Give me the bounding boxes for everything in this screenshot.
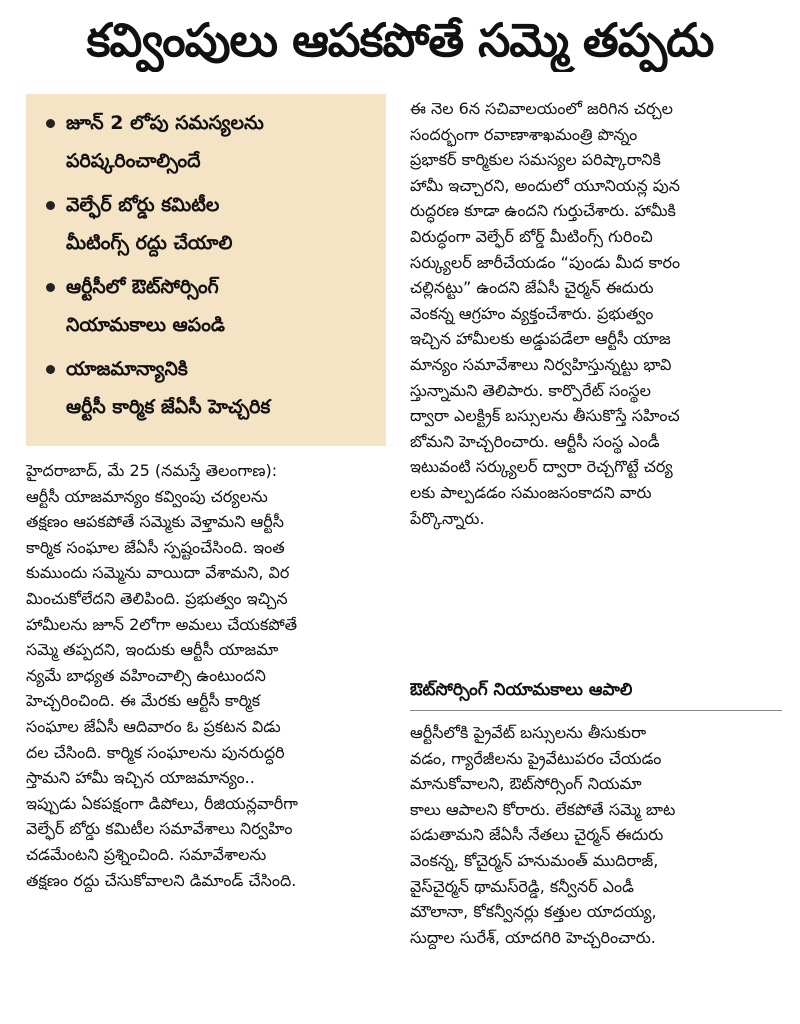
- highlight-line: మీటింగ్స్ రద్దు చేయాలి: [66, 232, 233, 254]
- article-line: వడం, గ్యారేజీలను ప్రైవేటుపరం చేయడం: [410, 748, 662, 768]
- highlight-line: నియామకాలు ఆపండి: [66, 314, 225, 336]
- highlight-line: ఆర్టీసీ కార్మిక జేఏసీ హెచ్చరిక: [66, 396, 271, 418]
- highlight-item: [44, 186, 376, 262]
- sub-heading-divider: [410, 710, 782, 711]
- article-line: హెచ్చరించింది. ఈ మేరకు ఆర్టీసీ కార్మిక: [26, 691, 261, 711]
- article-line: ప్రభాకర్ కార్మికుల సమస్యల పరిష్కారానికి: [410, 150, 661, 170]
- article-line: హామీలను జూన్ 2లోగా అమలు చేయకపోతే: [26, 614, 298, 634]
- article-line: తక్షణం ఆపకపోతే సమ్మెకు వెళ్తామని ఆర్టీసీ: [26, 512, 285, 532]
- article-line: స్తున్నామని తెలిపారు. కార్పొరేట్ సంస్థల: [410, 380, 651, 400]
- article-line: సంఘాల జేఏసీ ఆదివారం ఓ ప్రకటన విడు: [26, 716, 281, 736]
- headline: కవ్వింపులు ఆపకపోతే సమ్మె తప్పదు: [86, 13, 714, 67]
- article-line: ఇప్పుడు ఏకపక్షంగా డిపోలు, రీజియన్లవారీగా: [26, 793, 298, 813]
- article-line: దల చేసింది. కార్మిక సంఘాలను పునరుద్ధరి: [26, 742, 285, 762]
- article-line: ఈ నెల 6న సచివాలయంలో జరిగిన చర్చల: [410, 99, 673, 118]
- article-right-column-2: [410, 720, 782, 950]
- article-line: న్యమే బాధ్యత వహించాల్సి ఉంటుందని: [26, 665, 266, 685]
- article-line: చడమేంటని ప్రశ్నించింది. సమావేశాలను: [26, 844, 267, 864]
- article-line: వెంకన్న ఆగ్రహం వ్యక్తంచేశారు. ప్రభుత్వం: [410, 303, 654, 323]
- article-line: హైదరాబాద్, మే 25 (నమస్తే తెలంగాణ):: [26, 461, 278, 480]
- article-line: సందర్భంగా రవాణాశాఖమంత్రి పొన్నం: [410, 124, 638, 144]
- article-line: ద్వారా ఎలక్ట్రిక్ బస్సులను తీసుకొస్తే సహించ: [410, 406, 680, 426]
- article-line: మౌలానా, కోకన్వీనర్లు కత్తుల యాదయ్య,: [410, 902, 657, 922]
- article-line: వెల్ఫేర్ బోర్డు కమిటీల సమావేశాలు నిర్వహిం: [26, 819, 293, 839]
- article-line: మానుకోవాలని, ఔట్‌సోర్సింగ్ నియమా: [410, 774, 642, 794]
- article-line: బోమని హెచ్చరించారు. ఆర్టీసీ సంస్థ ఎండీ: [410, 431, 660, 451]
- article-line: వెంకన్న, కోచైర్మన్ హనుమంత్ ముదిరాజ్,: [410, 850, 659, 870]
- article-line: చల్లినట్టు” ఉందని జేఏసీ చైర్మన్ ఈదురు: [410, 278, 654, 298]
- highlight-line: జూన్ 2 లోపు సమస్యలను: [44, 104, 376, 142]
- sub-heading: ఔట్‌సోర్సింగ్ నియామకాలు ఆపాలి: [410, 680, 633, 700]
- highlight-line: పరిష్కరించాల్సిందే: [66, 150, 201, 172]
- article-line: సుద్దాల సురేశ్, యాదగిరి హెచ్చరించారు.: [410, 927, 656, 947]
- article-line: ఆర్టీసీ యాజమాన్యం కవ్వింపు చర్యలను: [26, 486, 268, 506]
- article-line: రుద్ధరణ కూడా ఉందని గుర్తుచేశారు. హామీకి: [410, 201, 676, 221]
- article-line: లకు పాల్పడడం సమంజసంకాదని వారు: [410, 482, 652, 502]
- article-line: ఇటువంటి సర్క్యులర్ ద్వారా రెచ్చగొట్టే చర్య: [410, 457, 673, 477]
- article-line: మాన్యం సమావేశాలు నిర్వహిస్తున్నట్టు భావి: [410, 354, 672, 374]
- highlight-line: ఆర్టీసీలో ఔట్‌సోర్సింగ్: [44, 268, 376, 306]
- highlight-item: [44, 104, 376, 180]
- article-line: హామీ ఇచ్చారని, అందులో యూనియన్ల పున: [410, 175, 680, 195]
- article-line: ఆర్టీసీలోకి ప్రైవేట్ బస్సులను తీసుకురా: [410, 723, 647, 742]
- article-line: పడుతామని జేఏసీ నేతలు చైర్మన్ ఈదురు: [410, 825, 664, 845]
- article-left-column: [26, 458, 388, 893]
- highlight-line: వెల్ఫేర్ బోర్డు కమిటీల: [44, 186, 376, 224]
- highlight-item: [44, 268, 376, 344]
- article-line: ఇచ్చిన హామీలకు అడ్డుపడేలా ఆర్టీసీ యాజ: [410, 329, 671, 349]
- highlight-item: [44, 350, 376, 426]
- article-line: సమ్మె తప్పదని, ఇందుకు ఆర్టీసీ యాజమా: [26, 640, 279, 660]
- highlight-line: యాజమాన్యానికి: [44, 350, 376, 388]
- highlights-box: [26, 94, 386, 446]
- article-line: తక్షణం రద్దు చేసుకోవాలని డిమాండ్ చేసింది.: [26, 870, 297, 890]
- article-line: మించుకోలేదని తెలిపింది. ప్రభుత్వం ఇచ్చిన: [26, 588, 288, 608]
- article-line: వైస్‌చైర్మన్ థామస్‌రెడ్డి, కన్వీనర్ ఎండీ: [410, 876, 634, 896]
- article-line: పేర్కొన్నారు.: [410, 508, 485, 528]
- article-line: కార్మిక సంఘాల జేఏసీ స్పష్టంచేసింది. ఇంత: [26, 537, 285, 557]
- article-line: సర్క్యులర్ జారీచేయడం “పుండు మీద కారం: [410, 252, 681, 272]
- article-right-column: [410, 96, 782, 531]
- article-line: స్తామని హామీ ఇచ్చిన యాజమాన్యం..: [26, 768, 255, 788]
- article-line: విరుద్ధంగా వెల్ఫేర్ బోర్డ్ మీటింగ్స్ గురించి: [410, 226, 653, 246]
- article-line: కాలు ఆపాలని కోరారు. లేకపోతే సమ్మె బాట: [410, 799, 676, 819]
- article-line: కుముందు సమ్మెను వాయిదా వేశామని, విర: [26, 563, 290, 583]
